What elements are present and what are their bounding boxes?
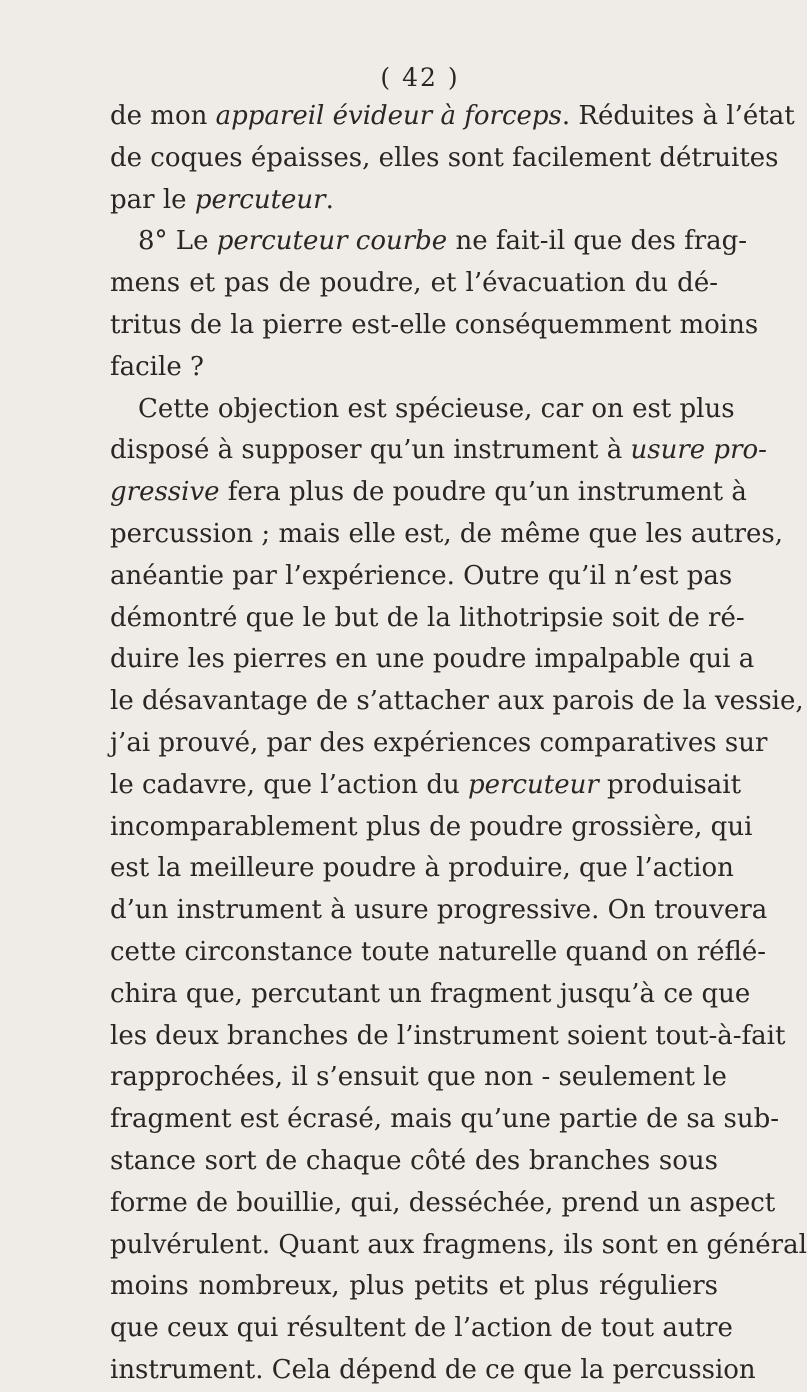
text-line: [110, 807, 753, 849]
text-line: [110, 974, 751, 1016]
text-run: .: [325, 184, 334, 215]
text-run: chira que, percutant un fragment jusqu’à ce que: [110, 978, 751, 1009]
text-line: [110, 1141, 718, 1183]
text-line: [110, 389, 735, 431]
text-line: [110, 430, 767, 472]
text-line: [110, 1225, 807, 1267]
book-page: [110, 62, 807, 1392]
page-number: ( 42 ): [380, 63, 460, 92]
text-line: [110, 598, 745, 640]
text-line: [110, 1099, 780, 1141]
italic-text: gressive: [110, 477, 220, 508]
text-run: le cadavre, que l’action du: [110, 769, 468, 800]
text-run: 8° Le: [138, 226, 217, 257]
text-run: tritus de la pierre est-elle conséquemment moins: [110, 309, 759, 340]
text-run: facile ?: [110, 351, 204, 382]
text-run: incomparablement plus de poudre grossière, qui: [110, 811, 753, 842]
text-run: percussion ; mais elle est, de même que les autres,: [110, 518, 784, 549]
text-line: [110, 1308, 733, 1350]
text-line: [110, 514, 784, 556]
text-run: forme de bouillie, qui, desséchée, prend un aspect: [110, 1187, 776, 1218]
text-run: instrument. Cela dépend de ce que la percussion: [110, 1354, 756, 1385]
text-line: [110, 681, 804, 723]
text-run: anéantie par l’expérience. Outre qu’il n’est pas: [110, 560, 733, 591]
text-line: [110, 932, 767, 974]
text-line: [110, 180, 718, 222]
text-run: produisait: [598, 769, 742, 800]
text-run: Cette objection est spécieuse, car on est plus: [138, 393, 735, 424]
text-run: j’ai prouvé, par des expériences comparatives sur: [110, 727, 768, 758]
text-line: [110, 1057, 727, 1099]
text-line: [110, 1350, 756, 1392]
text-run: mens et pas de poudre, et l’évacuation du dé-: [110, 268, 718, 299]
text-run: que ceux qui résultent de l’action de tout autre: [110, 1313, 733, 1344]
italic-text: percuteur: [467, 769, 599, 800]
text-line: [110, 765, 742, 807]
text-run: disposé à supposer qu’un instrument à: [110, 435, 631, 466]
text-run: démontré que le but de la lithotripsie soit de ré-: [110, 602, 745, 633]
text-run: le désavantage de s’attacher aux parois de la vessie,: [110, 686, 804, 717]
text-run: est la meilleure poudre à produire, que l’action: [110, 853, 734, 884]
text-run: . Réduites à l’état: [561, 101, 795, 131]
text-line: [110, 890, 768, 932]
text-line: [110, 723, 768, 765]
text-run: rapprochées, il s’ensuit que non - seulement le: [110, 1062, 727, 1093]
text-run: ne fait-il que des frag-: [447, 226, 748, 257]
text-run: les deux branches de l’instrument soient tout-à-fait: [110, 1020, 786, 1051]
text-line: [110, 221, 748, 263]
text-run: de mon: [110, 101, 216, 131]
text-line: [110, 639, 755, 681]
text-line: [110, 347, 718, 389]
text-body: [110, 96, 807, 1392]
text-run: moins nombreux, plus petits et plus réguliers: [110, 1271, 718, 1302]
text-run: de coques épaisses, elles sont facilement détruites: [110, 142, 779, 173]
text-run: duire les pierres en une poudre impalpable qui a: [110, 644, 755, 675]
italic-text: percuteur: [194, 184, 326, 215]
text-line: [110, 138, 779, 180]
text-run: d’un instrument à usure progressive. On trouvera: [110, 895, 768, 926]
text-run: fera plus de poudre qu’un instrument à: [219, 477, 747, 508]
text-line: [110, 1266, 718, 1308]
italic-text: usure pro-: [630, 435, 767, 466]
text-run: pulvérulent. Quant aux fragmens, ils sont en général: [110, 1229, 807, 1260]
text-run: par le: [110, 184, 195, 215]
italic-text: percuteur courbe: [216, 226, 448, 257]
text-line: [110, 305, 759, 347]
text-line: [110, 96, 795, 138]
text-line: [110, 263, 718, 305]
text-run: cette circonstance toute naturelle quand on réflé-: [110, 936, 767, 967]
text-line: [110, 556, 733, 598]
italic-text: appareil évideur à forceps: [215, 101, 562, 131]
text-line: [110, 1016, 786, 1058]
text-line: [110, 472, 747, 514]
text-line: [110, 1183, 776, 1225]
text-run: stance sort de chaque côté des branches sous: [110, 1145, 718, 1176]
text-line: [110, 848, 734, 890]
text-run: fragment est écrasé, mais qu’une partie de sa sub-: [110, 1104, 780, 1135]
